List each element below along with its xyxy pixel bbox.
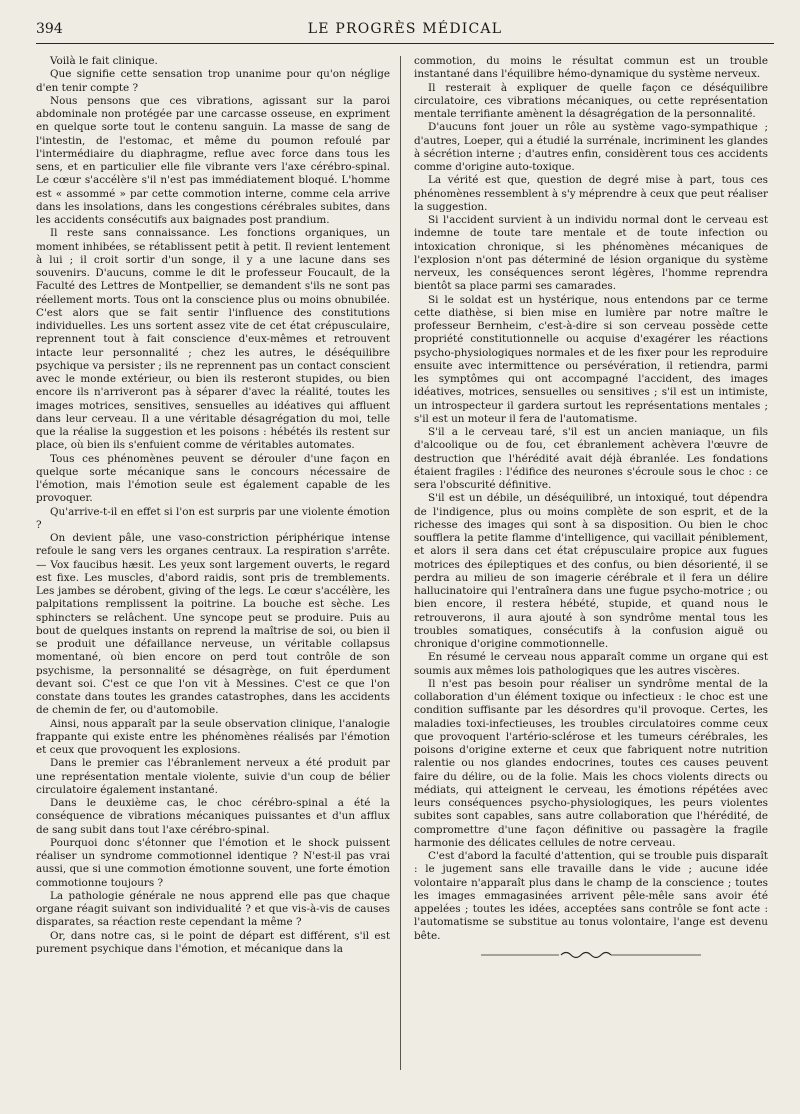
paragraph: La vérité est que, question de degré mise à part, tous ces phénomènes ressemblent à s'y méprendre à ceux que peut réaliser la suggestion. <box>414 174 768 213</box>
paragraph: Voilà le fait clinique. <box>50 55 158 67</box>
paragraph: Si l'accident survient à un individu normal dont le cerveau est indemne de toute tare mentale et de toute infection ou intoxication chronique, si les phénomènes mécaniques de l'explosion n'ont pas déterminé de lésion organique du système nerveux, les conséquences seront légères, l'homme reprendra bientôt sa place parmi ses camarades. <box>414 214 768 293</box>
paragraph: Pourquoi donc s'étonner que l'émotion et le shock puissent réaliser un syndrome commotionnel identique ? N'est-il pas vrai aussi, que si une commotion émotionne souvent, une forte émotion commotionne toujours ? <box>36 836 390 889</box>
column-divider <box>400 56 401 1070</box>
right-column <box>414 55 768 961</box>
page-header <box>36 21 774 41</box>
paragraph: Tous ces phénomènes peuvent se dérouler d'une façon en quelque sorte mécanique sans le concours nécessaire de l'émotion, mais l'émotion seule est également capable de les provoquer. <box>36 452 390 505</box>
flourish-divider-icon <box>481 949 701 961</box>
paragraph: Qu'arrive-t-il en effet si l'on est surpris par une violente émotion ? <box>36 505 390 531</box>
page-number: 394 <box>36 21 63 37</box>
paragraph: Il reste sans connaissance. Les fonctions organiques, un moment inhibées, se rétablissent petit à petit. Il revient lentement à lui ; il croit sortir d'un songe, il y a une lacune dans ses souvenirs. D'aucuns, comme le dit le professeur Foucault, de la Faculté des Lettres de Montpellier, se demandent s'ils ne sont pas réellement morts. Tous ont la conscience plus ou moins obnubilée. C'est alors que se fait sentir l'influence des constitutions individuelles. Les uns sortent assez vite de cet état crépusculaire, reprennent tout à fait conscience d'eux-mêmes et retrouvent intacte leur personnalité ; chez les autres, le déséquilibre psychique va persister ; ils ne reprennent pas un contact conscient avec le monde extérieur, ou bien ils resteront stupides, ou bien encore ils n'arriveront pas à séparer d'avec la réalité, toutes les images motrices, sensitives, sensuelles au idéatives qui affluent dans leur cerveau. Il a une véritable désagrégation du moi, telle que la réalise la suggestion et les poisons : hébétés ils restent sur place, où bien ils s'enfuient comme de véritables automates. <box>36 227 390 452</box>
paragraph: D'aucuns font jouer un rôle au système vago-sympathique ; d'autres, Loeper, qui a étudié la surrénale, incriminent les glandes à sécrétion interne ; d'autres enfin, considèrent tous ces accidents comme d'origine auto-toxique. <box>414 121 768 173</box>
journal-title: LE PROGRÈS MÉDICAL <box>307 21 503 37</box>
paragraph: Si le soldat est un hystérique, nous entendons par ce terme cette diathèse, si bien mise en lumière par notre maître le professeur Bernheim, c'est-à-dire si son cerveau possède cette propriété constitutionnelle ou acquise d'exagérer les réactions psycho-physiologiques normales et de les fixer pour les reproduire ensuite avec intermittence ou persévération, il retiendra, parmi les symptômes qui ont accompagné l'accident, des images idéatives, motrices, sensuelles ou sensitives ; s'il est un intimiste, un introspecteur il gardera surtout les représentations mentales ; s'il est un moteur il fera de l'automatisme. <box>414 293 768 425</box>
end-ornament <box>414 949 768 961</box>
paragraph: En résumé le cerveau nous apparaît comme un organe qui est soumis aux mêmes lois pathologiques que les autres viscères. <box>414 651 768 677</box>
header-rule <box>36 43 774 44</box>
paragraph: commotion, du moins le résultat commun est un trouble instantané dans l'équilibre hémo-dynamique du système nerveux. <box>414 55 768 81</box>
paragraph: Dans le premier cas l'ébranlement nerveux a été produit par une représentation mentale violente, suivie d'un coup de bélier circulatoire également instantané. <box>36 757 390 796</box>
paragraph: La pathologie générale ne nous apprend elle pas que chaque organe réagit suivant son individualité ? et que vis-à-vis de causes disparates, sa réaction reste cependant la même ? <box>36 889 390 929</box>
paragraph: Dans le deuxième cas, le choc cérébro-spinal a été la conséquence de vibrations mécaniques puissantes et d'un afflux de sang subit dans tout l'axe cérébro-spinal. <box>36 797 390 836</box>
left-column <box>36 55 390 956</box>
paragraph: On devient pâle, une vaso-constriction périphérique intense refoule le sang vers les organes centraux. La respiration s'arrête. — Vox faucibus hæsit. Les yeux sont largement ouverts, le regard est fixe. Les muscles, d'abord raidis, sont pris de tremblements. Les jambes se dérobent, giving of the legs. Le cœur s'accélère, les palpitations remplissent la poitrine. La bouche est sèche. Les sphincters se relâchent. Une syncope peut se produire. Puis au bout de quelques instants on reprend la maîtrise de soi, ou bien il se produit une défaillance nerveuse, un véritable collapsus momentané, où bien encore on perd tout contrôle de son psychisme, la personnalité se désagrège, on fuit éperdument devant soi. C'est ce que l'on vit à Messines. C'est ce que l'on constate dans toutes les grandes catastrophes, dans les accidents de chemin de fer, ou d'automobile. <box>36 532 390 717</box>
paragraph: Nous pensons que ces vibrations, agissant sur la paroi abdominale non protégée par une carcasse osseuse, en expriment en quelque sorte tout le contenu sanguin. La masse de sang de l'intestin, de l'estomac, et même du poumon refoulé par l'intermédiaire du diaphragme, reflue avec force dans tous les sens, et en particulier elle file vibrante vers l'axe cérébro-spinal. Le cœur s'accélère s'il n'est pas immédiatement bloqué. L'homme est « assommé » par cette commotion interne, comme cela arrive dans les insolations, dans les congestions cérébrales subites, dans les accidents consécutifs aux baignades post prandium. <box>36 94 390 226</box>
paragraph: S'il est un débile, un déséquilibré, un intoxiqué, tout dépendra de l'indigence, plus ou moins complète de son esprit, et de la richesse des images qui sont à sa disposition. Ou bien le choc soufflera la petite flamme d'intelligence, qui vacillait péniblement, et alors il sera dans cet état crépusculaire propice aux fugues motrices des épileptiques et des confus, ou bien désorienté, il se perdra au milieu de son imagerie cérébrale et il fera un délire hallucinatoire qui l'entraînera dans une fugue psycho-motrice ; ou bien encore, il restera hébété, stupide, et quand nous le retrouverons, il aura ajouté à son syndrôme mental tous les troubles somatiques, consécutifs à la confusion aiguë ou chronique d'origine commotionnelle. <box>414 492 768 650</box>
paragraph: Ainsi, nous apparaît par la seule observation clinique, l'analogie frappante qui existe entre les phénomènes réalisés par l'émotion et ceux que provoquent les explosions. <box>36 717 390 756</box>
paragraph: Il resterait à expliquer de quelle façon ce déséquilibre circulatoire, ces vibrations mécaniques, ou cette représentation mentale terrifiante amènent la désagrégation de la personnalité. <box>414 81 768 120</box>
paragraph: S'il a le cerveau taré, s'il est un ancien maniaque, un fils d'alcoolique ou de fou, cet ébranlement achèvera l'œuvre de destruction que l'hérédité avait déjà ébranlée. Les fondations étaient fragiles : l'édifice des neurones s'écroule sous le choc : ce sera l'obscurité définitive. <box>414 426 768 491</box>
paragraph: Que signifie cette sensation trop unanime pour qu'on néglige d'en tenir compte ? <box>36 68 390 94</box>
paragraph: Il n'est pas besoin pour réaliser un syndrôme mental de la collaboration d'un élément toxique ou infectieux : le choc est une condition suffisante par les désordres qu'il provoque. Certes, les maladies toxi-infectieuses, les troubles circulatoires comme ceux que provoquent l'artério-sclérose et les tumeurs cérébrales, les poisons d'origine externe et ceux que fabriquent notre nutrition ralentie ou nos glandes endocrines, toutes ces causes peuvent faire du délire, ou de la folie. Mais les chocs violents directs ou médiats, qui atteignent le cerveau, les émotions répétées avec leurs conséquences psycho-physiologiques, les peurs violentes subites sont capables, sans autre collaboration que l'hérédité, de compromettre d'une façon définitive ou passagère la fragile harmonie des délicates cellules de notre cerveau. <box>414 677 768 849</box>
paragraph: Or, dans notre cas, si le point de départ est différent, s'il est purement psychique dans l'émotion, et mécanique dans la <box>36 929 390 955</box>
paragraph: C'est d'abord la faculté d'attention, qui se trouble puis disparaît : le jugement sans elle travaille dans le vide ; aucune idée volontaire n'apparaît plus dans le champ de la conscience ; toutes les images emmagasinées arrivent pêle-mêle sans avoir été appelées ; toutes les idées, acceptées sans contrôle se font acte : l'automatisme se substitue au tonus volontaire, l'ange est devenu bête. <box>414 850 768 942</box>
